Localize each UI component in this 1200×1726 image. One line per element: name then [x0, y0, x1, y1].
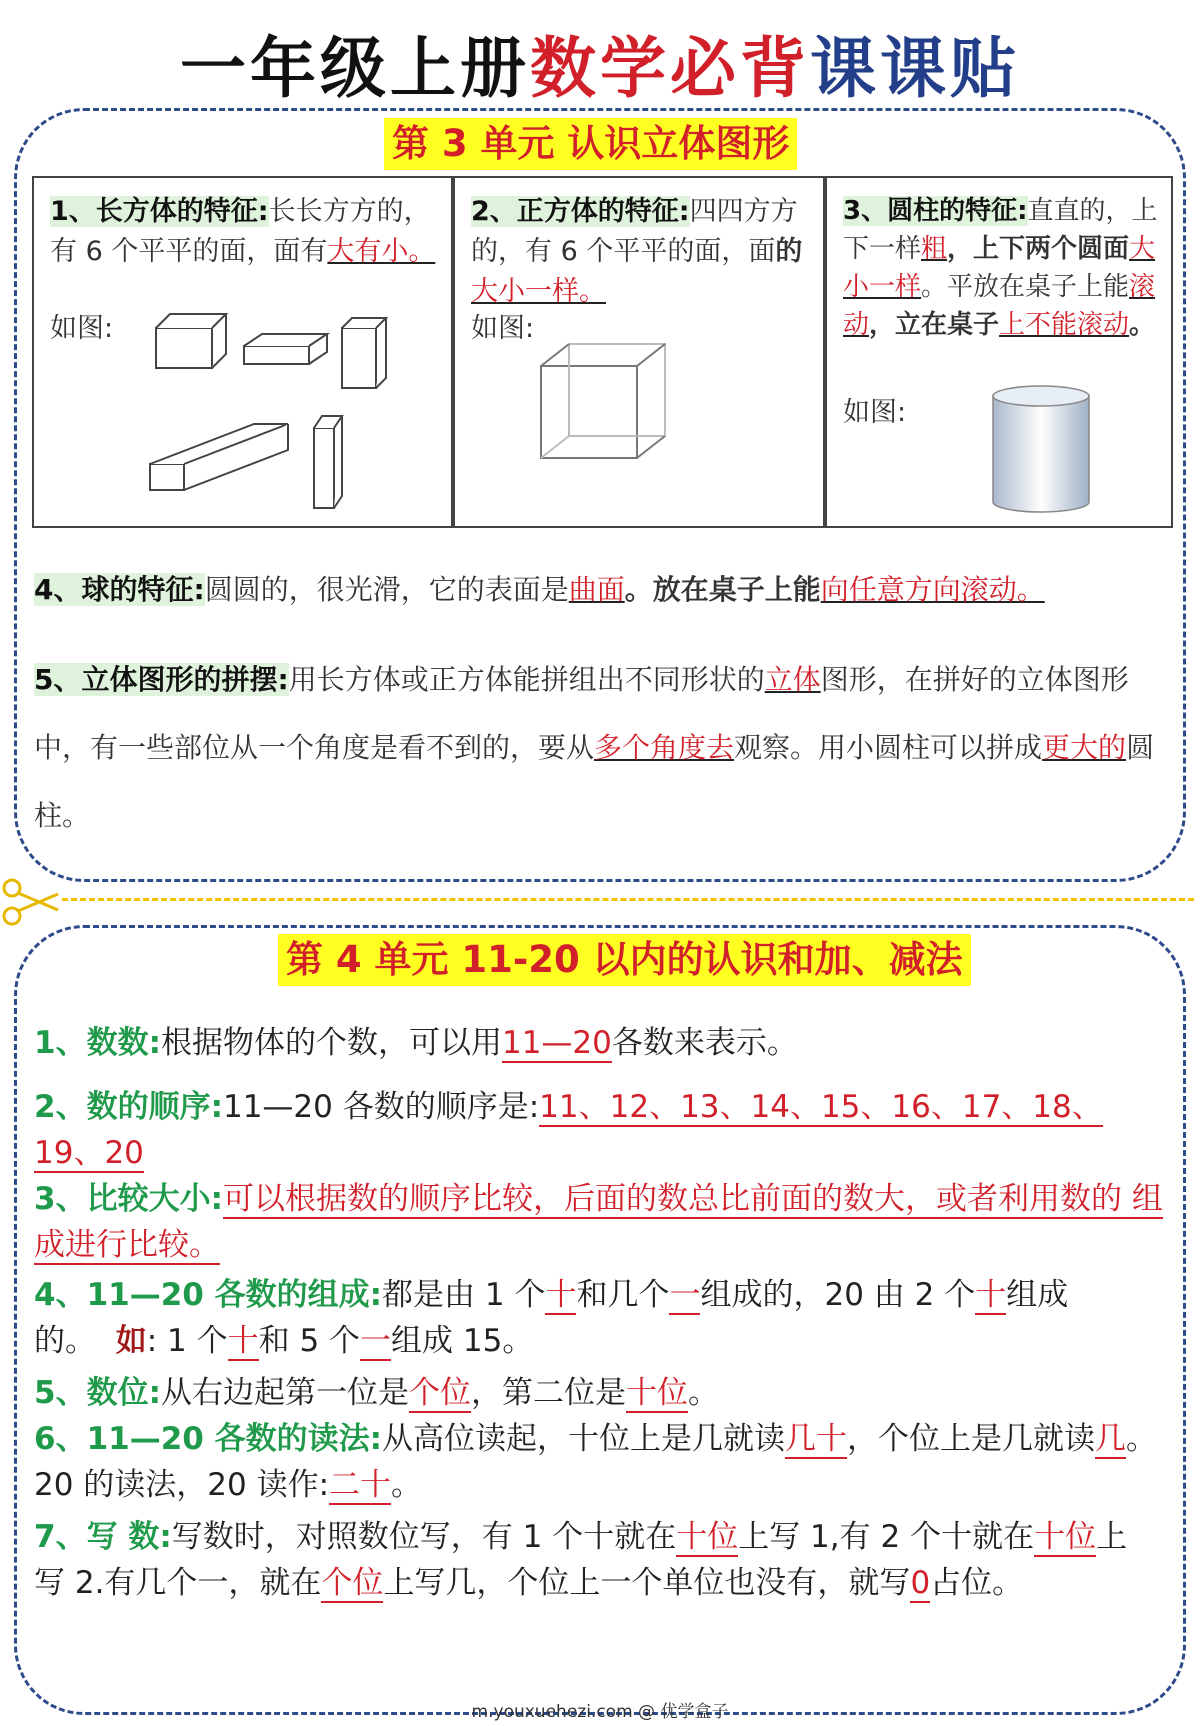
cube-answer: 大小一样。 — [471, 276, 606, 307]
cylinder-box — [825, 176, 1173, 528]
cut-line — [62, 898, 1194, 901]
unit4-item6: 6、11—20 各数的读法:从高位读起，十位上是几就读几十，个位上是几就读几。20 的读法，20 读作:二十。 — [34, 1421, 1158, 1503]
cylinder-heading: 3、圆柱的特征: — [843, 196, 1028, 226]
unit4-item5: 5、数位:从右边起第一位是个位，第二位是十位。 — [34, 1375, 719, 1411]
assembly-paragraph: 5、立体图形的拼摆:用长方体或正方体能拼组出不同形状的立体图形，在拼好的立体图形中，有一些部位从一个角度是看不到的，要从多个角度去观察。用小圆柱可以拼成更大的圆柱。 — [34, 663, 1155, 832]
cuboid-heading: 1、长方体的特征: — [50, 196, 269, 227]
unit4-item3: 3、比较大小:可以根据数的顺序比较，后面的数总比前面的数大，或者利用数的 组成进行比较。 — [34, 1181, 1163, 1263]
unit3-title: 第 3 单元 认识立体图形 — [384, 118, 797, 170]
unit4-item2: 2、数的顺序:11—20 各数的顺序是:11、12、13、14、15、16、17、18、19、20 — [34, 1089, 1103, 1171]
assembly-heading: 5、立体图形的拼摆: — [34, 663, 289, 696]
cuboids-illustration — [144, 288, 444, 518]
title-part2: 数学必背 — [530, 29, 810, 107]
sphere-paragraph: 4、球的特征:圆圆的，很光滑，它的表面是曲面。放在桌子上能向任意方向滚动。 — [34, 573, 1045, 606]
title-part3: 课课贴 — [810, 29, 1020, 107]
page-title — [0, 28, 1200, 108]
cuboid-answer: 大有小。 — [327, 236, 436, 267]
title-part1: 一年级上册 — [180, 29, 530, 107]
unit4-item1: 1、数数:根据物体的个数，可以用11—20各数来表示。 — [34, 1025, 798, 1061]
cube-text: 2、正方体的特征:四四方方的，有 6 个平平的面，面的大小一样。 — [471, 196, 803, 307]
cuboid-caption: 如图: — [50, 313, 114, 344]
cylinder-illustration — [987, 384, 1097, 516]
cylinder-caption: 如图: — [843, 397, 907, 428]
cube-heading: 2、正方体的特征: — [471, 196, 690, 227]
cube-box — [453, 176, 825, 528]
cuboid-box — [32, 176, 453, 528]
scissors-icon — [0, 874, 62, 930]
unit4-item4: 4、11—20 各数的组成:都是由 1 个十和几个一组成的，20 由 2 个十组成的。 如: 1 个十和 5 个一组成 15。 — [34, 1277, 1069, 1359]
cuboid-text: 1、长方体的特征:长长方方的，有 6 个平平的面，面有大有小。 — [50, 196, 436, 267]
cube-caption: 如图: — [471, 313, 535, 344]
sphere-heading: 4、球的特征: — [34, 573, 205, 606]
footer-watermark: m.youxuehezi.com @ 优学盒子 — [471, 1702, 729, 1722]
unit4-title: 第 4 单元 11-20 以内的认识和加、减法 — [278, 934, 971, 986]
unit4-item7: 7、写 数:写数时，对照数位写，有 1 个十就在十位上写 1,有 2 个十就在十位上 写 2.有几个一，就在个位上写几，个位上一个单位也没有，就写0占位。 — [34, 1519, 1128, 1601]
cylinder-text: 3、圆柱的特征:直直的，上下一样粗，上下两个圆面大小一样。平放在桌子上能滚动，立在桌子上不能滚动。 — [843, 196, 1158, 340]
cube-illustration — [535, 338, 675, 468]
